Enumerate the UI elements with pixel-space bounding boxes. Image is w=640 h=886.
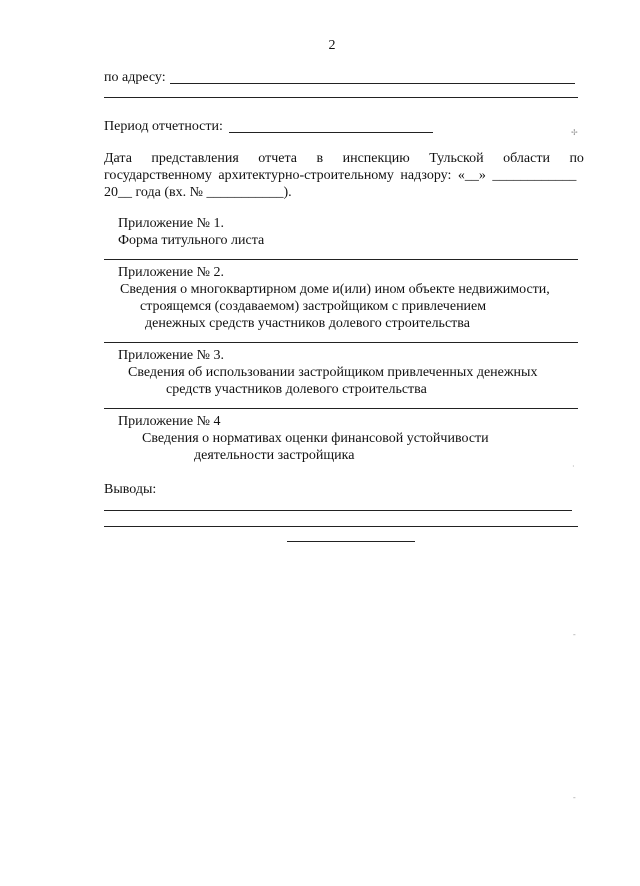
separator-line bbox=[104, 408, 578, 409]
appendix-2-text: строящемся (создаваемом) застройщиком с привлечением bbox=[140, 299, 487, 314]
appendix-1-text: Форма титульного листа bbox=[118, 233, 265, 248]
conclusions-label: Выводы: bbox=[104, 482, 157, 497]
appendix-2-text: Сведения о многоквартирном доме и(или) ином объекте недвижимости, bbox=[120, 282, 550, 297]
conclusions-line bbox=[104, 510, 572, 511]
page-number: 2 bbox=[328, 38, 336, 53]
address-label: по адресу: bbox=[104, 70, 166, 85]
appendix-4-title: Приложение № 4 bbox=[118, 414, 221, 429]
appendix-1-title: Приложение № 1. bbox=[118, 216, 224, 231]
scan-speck: - bbox=[573, 630, 576, 639]
submission-word: инспекцию bbox=[342, 151, 410, 166]
address-field-line-2 bbox=[104, 97, 578, 98]
scan-speck: · bbox=[572, 462, 575, 471]
appendix-4-text: деятельности застройщика bbox=[194, 448, 355, 463]
submission-word: области bbox=[503, 151, 550, 166]
submission-word: отчета bbox=[258, 151, 297, 166]
scan-speck: ✢ bbox=[571, 128, 578, 137]
end-line bbox=[287, 541, 415, 542]
submission-line-2: государственному архитектурно-строительному надзору: «__» ____________ bbox=[104, 168, 577, 183]
submission-line-1 bbox=[104, 151, 584, 167]
appendix-2-text: денежных средств участников долевого строительства bbox=[145, 316, 470, 331]
appendix-2-title: Приложение № 2. bbox=[118, 265, 224, 280]
conclusions-line-2 bbox=[104, 526, 578, 527]
separator-line bbox=[104, 342, 578, 343]
submission-word: Дата bbox=[104, 151, 132, 166]
separator-line bbox=[104, 259, 578, 260]
submission-word: в bbox=[316, 151, 324, 166]
scan-speck: - bbox=[573, 793, 576, 802]
address-field-line bbox=[170, 83, 575, 84]
period-field-line bbox=[229, 132, 433, 133]
submission-word: по bbox=[569, 151, 584, 166]
appendix-4-text: Сведения о нормативах оценки финансовой устойчивости bbox=[142, 431, 489, 446]
submission-word: Тульской bbox=[429, 151, 484, 166]
appendix-3-text: средств участников долевого строительства bbox=[166, 382, 427, 397]
appendix-3-text: Сведения об использовании застройщиком привлеченных денежных bbox=[128, 365, 538, 380]
submission-line-3: 20__ года (вх. № ___________). bbox=[104, 185, 292, 200]
appendix-3-title: Приложение № 3. bbox=[118, 348, 224, 363]
submission-word: представления bbox=[151, 151, 239, 166]
period-label: Период отчетности: bbox=[104, 119, 223, 134]
